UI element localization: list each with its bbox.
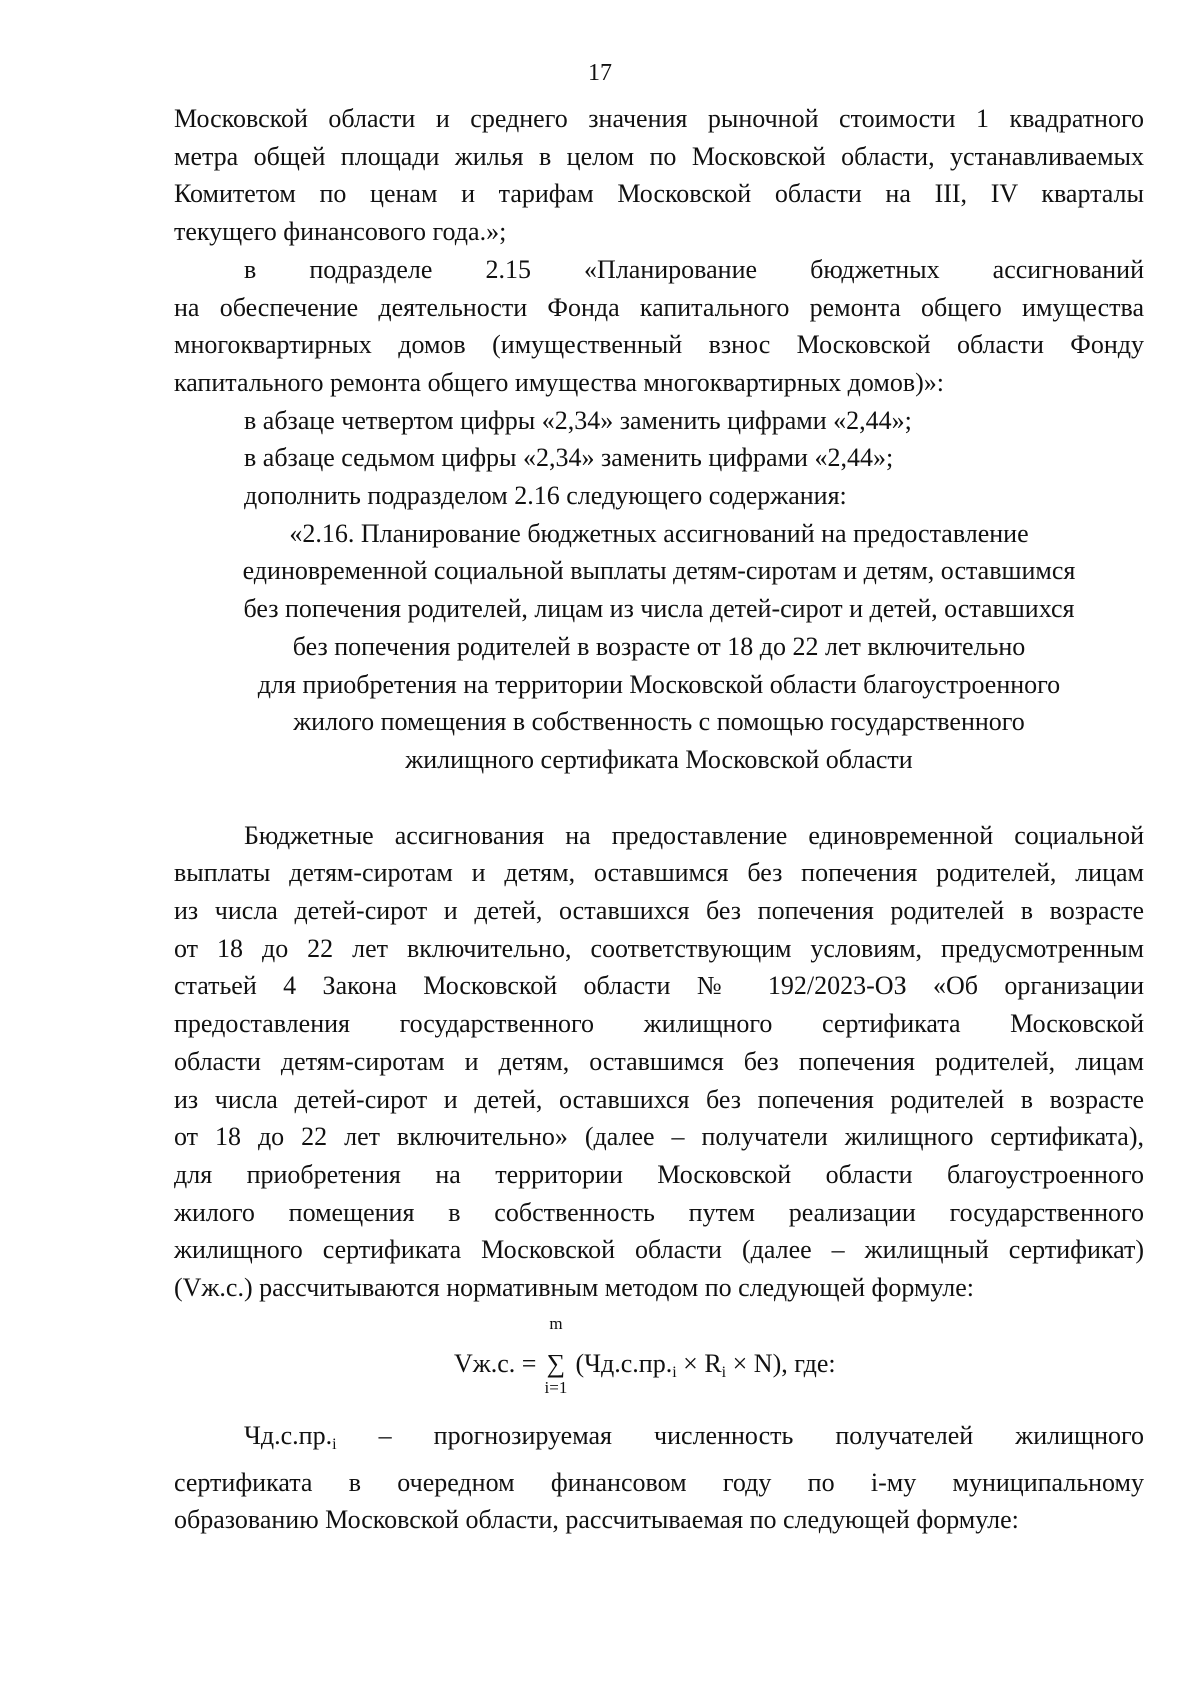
definition-text: – прогнозируемая численность получателей жилищного <box>336 1420 1144 1450</box>
summation-sign <box>543 1313 569 1397</box>
document-body <box>174 100 1144 1539</box>
text-line: сертификата в очередном финансовом году по i-му муниципальному <box>174 1467 1144 1497</box>
text-line: жилого помещения в собственность путем реализации государственного <box>174 1197 1144 1227</box>
summation-upper-limit: m <box>549 1313 563 1333</box>
amendment-item: в абзаце четвертом цифры «2,34» заменить цифрами «2,44»; <box>244 405 912 435</box>
text-line: (Vж.с.) рассчитываются нормативным методом по следующей формуле: <box>174 1273 975 1303</box>
text-line: статьей 4 Закона Московской области № 192/2023-ОЗ «Об организации <box>174 971 1144 1001</box>
paragraph-subsection-2-15 <box>174 251 1144 402</box>
spacer <box>174 779 1144 817</box>
text-line: предоставления государственного жилищного сертификата Московской <box>174 1009 1144 1039</box>
text-line: области детям-сиротам и детям, оставшимся без попечения родителей, лицам <box>174 1046 1144 1076</box>
formula-expression <box>454 1313 836 1397</box>
heading-line: жилого помещения в собственность с помощью государственного <box>293 707 1025 737</box>
definition-term: Чд.с.пр. <box>244 1420 333 1450</box>
text-line: от 18 до 22 лет включительно, соответствующим условиям, предусмотренным <box>174 933 1144 963</box>
formula-subscript: i <box>672 1363 677 1381</box>
paragraph-continuation <box>174 100 1144 251</box>
text-line <box>174 1417 1144 1464</box>
formula-vzhs <box>174 1313 1144 1403</box>
heading-line: «2.16. Планирование бюджетных ассигнований на предоставление <box>289 518 1029 548</box>
summation-lower-limit: i=1 <box>544 1377 568 1397</box>
page-number: 17 <box>588 60 612 86</box>
text-line: капитального ремонта общего имущества многоквартирных домов)»: <box>174 367 945 397</box>
formula-term: × R <box>676 1348 722 1378</box>
text-line: Комитетом по ценам и тарифам Московской области на III, IV кварталы <box>174 179 1144 209</box>
text-line: текущего финансового года.»; <box>174 217 507 247</box>
heading-line: жилищного сертификата Московской области <box>405 744 913 774</box>
heading-line: без попечения родителей, лицам из числа детей-сирот и детей, оставшихся <box>243 594 1075 624</box>
text-line: Бюджетные ассигнования на предоставление единовременной социальной <box>244 820 1144 850</box>
text-line: жилищного сертификата Московской области (далее – жилищный сертификат) <box>174 1235 1144 1265</box>
text-line: из числа детей-сирот и детей, оставшихся без попечения родителей в возрасте <box>174 1084 1144 1114</box>
formula-term: (Чд.с.пр. <box>568 1348 673 1378</box>
definition-term-subscript: i <box>332 1435 337 1453</box>
sigma-symbol: ∑ <box>546 1348 566 1378</box>
text-line: многоквартирных домов (имущественный взнос Московской области Фонду <box>174 330 1144 360</box>
text-line: на обеспечение деятельности Фонда капитального ремонта общего имущества <box>174 292 1144 322</box>
text-line: Московской области и среднего значения рыночной стоимости 1 квадратного <box>174 104 1144 133</box>
formula-subscript: i <box>721 1363 727 1381</box>
text-line: из числа детей-сирот и детей, оставшихся без попечения родителей в возрасте <box>174 896 1144 926</box>
text-line: метра общей площади жилья в целом по Московской области, устанавливаемых <box>174 141 1144 171</box>
paragraph-budget-allocations <box>174 817 1144 1307</box>
heading-line: для приобретения на территории Московской области благоустроенного <box>257 669 1061 699</box>
text-line: образованию Московской области, рассчитываемая по следующей формуле: <box>174 1505 1019 1535</box>
heading-line: единовременной социальной выплаты детям-сиротам и детям, оставшимся <box>242 556 1076 586</box>
text-line: в подразделе 2.15 «Планирование бюджетных ассигнований <box>244 254 1144 284</box>
amendment-item: в абзаце седьмом цифры «2,34» заменить цифрами «2,44»; <box>244 443 894 473</box>
section-heading-2-16 <box>174 515 1144 779</box>
definition-chdspr <box>174 1417 1144 1539</box>
amendment-item: дополнить подразделом 2.16 следующего содержания: <box>244 481 847 511</box>
heading-line: без попечения родителей в возрасте от 18 до 22 лет включительно <box>292 631 1026 661</box>
text-line: выплаты детям-сиротам и детям, оставшимся без попечения родителей, лицам <box>174 858 1144 888</box>
text-line: для приобретения на территории Московской области благоустроенного <box>174 1159 1144 1189</box>
formula-lhs: Vж.с. = <box>454 1348 543 1378</box>
formula-term: × N), где: <box>726 1348 836 1378</box>
text-line: от 18 до 22 лет включительно» (далее – получатели жилищного сертификата), <box>174 1122 1144 1152</box>
